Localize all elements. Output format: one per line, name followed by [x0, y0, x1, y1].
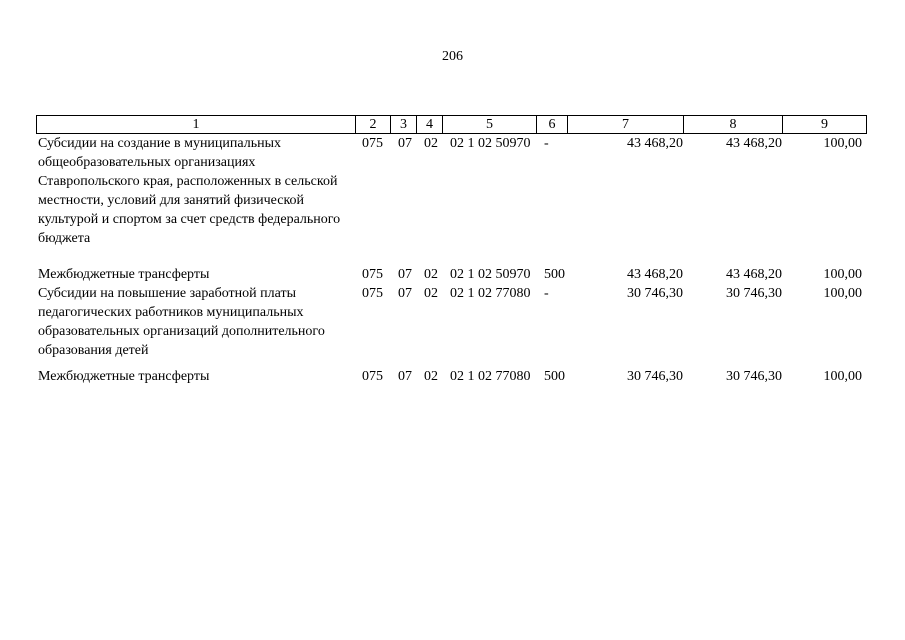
- row-name: Субсидии на создание в муниципальных общеобразовательных организациях Ставропольского края, расположенных в сельской местности, условий для занятий физической культурой и спортом за счет средств федерального бюджета: [38, 136, 341, 246]
- cell-col-9: 100,00: [823, 136, 862, 151]
- cell-col-3: 07: [398, 267, 412, 282]
- header-col-4: 4: [417, 116, 443, 134]
- cell-col-8: 43 468,20: [726, 267, 782, 282]
- cell-col-6: 500: [544, 369, 565, 384]
- cell-col-2: 075: [362, 369, 383, 384]
- cell-col-7: 30 746,30: [627, 369, 683, 384]
- cell-col-6: -: [544, 136, 549, 151]
- page-number: 206: [442, 49, 463, 64]
- cell-col-6: 500: [544, 267, 565, 282]
- header-col-6: 6: [537, 116, 568, 134]
- cell-col-4: 02: [424, 369, 438, 384]
- cell-col-7: 43 468,20: [627, 136, 683, 151]
- cell-col-3: 07: [398, 286, 412, 301]
- cell-col-2: 075: [362, 286, 383, 301]
- cell-col-4: 02: [424, 136, 438, 151]
- header-col-8: 8: [684, 116, 783, 134]
- header-col-7: 7: [568, 116, 684, 134]
- table-row: [36, 134, 870, 248]
- row-name: Субсидии на повышение заработной платы педагогических работников муниципальных образовательных организаций дополнительного образования детей: [38, 286, 325, 358]
- row-name: Межбюджетные трансферты: [38, 267, 210, 282]
- budget-table-body: [36, 134, 870, 386]
- header-col-1: 1: [37, 116, 356, 134]
- cell-col-7: 30 746,30: [627, 286, 683, 301]
- cell-col-8: 30 746,30: [726, 286, 782, 301]
- cell-col-2: 075: [362, 267, 383, 282]
- cell-col-5: 02 1 02 77080: [450, 369, 531, 384]
- column-number-header: [36, 115, 867, 134]
- row-spacer: [36, 360, 870, 367]
- cell-col-5: 02 1 02 50970: [450, 136, 531, 151]
- header-col-3: 3: [391, 116, 417, 134]
- table-row: [36, 367, 870, 386]
- cell-col-4: 02: [424, 286, 438, 301]
- header-col-9: 9: [783, 116, 867, 134]
- table-row: [36, 265, 870, 284]
- header-col-2: 2: [356, 116, 391, 134]
- cell-col-9: 100,00: [823, 267, 862, 282]
- cell-col-3: 07: [398, 369, 412, 384]
- cell-col-8: 43 468,20: [726, 136, 782, 151]
- table-row: [36, 284, 870, 360]
- cell-col-5: 02 1 02 77080: [450, 286, 531, 301]
- header-col-5: 5: [443, 116, 537, 134]
- row-name: Межбюджетные трансферты: [38, 369, 210, 384]
- cell-col-6: -: [544, 286, 549, 301]
- cell-col-2: 075: [362, 136, 383, 151]
- cell-col-3: 07: [398, 136, 412, 151]
- cell-col-7: 43 468,20: [627, 267, 683, 282]
- cell-col-5: 02 1 02 50970: [450, 267, 531, 282]
- cell-col-8: 30 746,30: [726, 369, 782, 384]
- cell-col-9: 100,00: [823, 369, 862, 384]
- cell-col-9: 100,00: [823, 286, 862, 301]
- cell-col-4: 02: [424, 267, 438, 282]
- row-spacer: [36, 248, 870, 265]
